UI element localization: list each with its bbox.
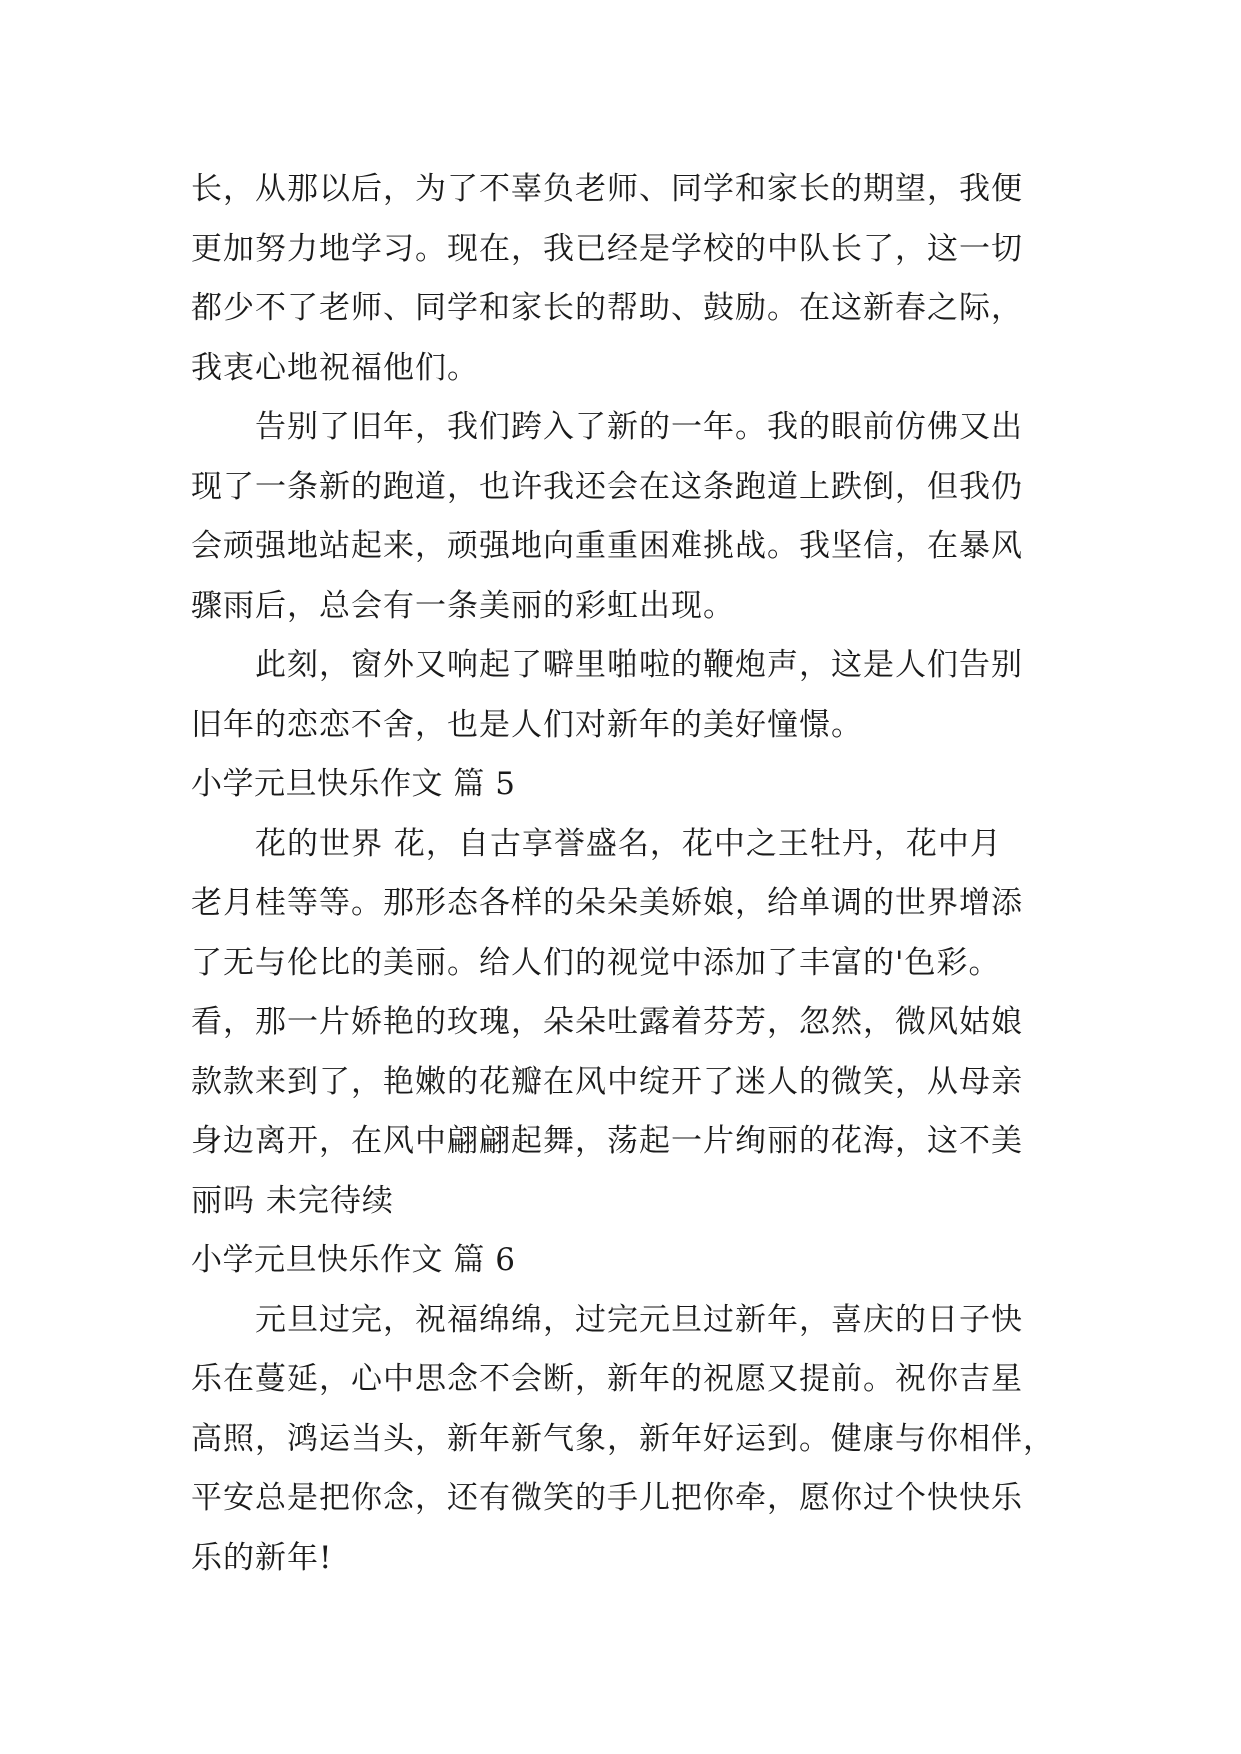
text-line: 丽吗 未完待续 xyxy=(191,1182,394,1219)
section-heading: 小学元旦快乐作文 篇 5 xyxy=(191,766,516,802)
paragraph xyxy=(191,636,1066,755)
text-line: 了无与伦比的美丽。给人们的视觉中添加了丰富的'色彩。 xyxy=(191,944,1001,981)
text-line: 元旦过完，祝福绵绵，过完元旦过新年，喜庆的日子快 xyxy=(255,1301,1023,1338)
text-line: 老月桂等等。那形态各样的朵朵美娇娘，给单调的世界增添 xyxy=(191,885,1023,921)
text-line: 款款来到了，艳嫩的花瓣在风中绽开了迷人的微笑，从母亲 xyxy=(191,1063,1023,1100)
document-body xyxy=(191,160,1066,1588)
paragraph xyxy=(191,398,1066,636)
paragraph xyxy=(191,160,1066,398)
text-line: 会顽强地站起来，顽强地向重重困难挑战。我坚信，在暴风 xyxy=(191,528,1023,564)
text-line: 告别了旧年，我们跨入了新的一年。我的眼前仿佛又出 xyxy=(255,409,1023,445)
text-line: 身边离开，在风中翩翩起舞，荡起一片绚丽的花海，这不美 xyxy=(191,1123,1023,1159)
text-line: 现了一条新的跑道，也许我还会在这条跑道上跌倒，但我仍 xyxy=(191,468,1023,505)
text-line: 都少不了老师、同学和家长的帮助、鼓励。在这新春之际， xyxy=(191,290,1023,326)
paragraph xyxy=(191,815,1066,1232)
text-line: 我衷心地祝福他们。 xyxy=(191,349,479,386)
text-line: 长，从那以后，为了不辜负老师、同学和家长的期望，我便 xyxy=(191,171,1023,207)
text-line: 平安总是把你念，还有微笑的手儿把你牵，愿你过个快快乐 xyxy=(191,1480,1023,1516)
paragraph xyxy=(191,1291,1066,1589)
text-line: 乐在蔓延，心中思念不会断，新年的祝愿又提前。祝你吉星 xyxy=(191,1361,1023,1397)
text-line: 看，那一片娇艳的玫瑰，朵朵吐露着芬芳，忽然，微风姑娘 xyxy=(191,1004,1023,1040)
text-line: 更加努力地学习。现在，我已经是学校的中队长了，这一切 xyxy=(191,230,1023,267)
text-line: 花的世界 花，自古享誉盛名，花中之王牡丹，花中月 xyxy=(255,825,1002,862)
text-line: 高照，鸿运当头，新年新气象，新年好运到。健康与你相伴， xyxy=(191,1420,1055,1457)
text-line: 乐的新年! xyxy=(191,1539,333,1576)
section-heading: 小学元旦快乐作文 篇 6 xyxy=(191,1242,516,1278)
text-line: 旧年的恋恋不舍，也是人们对新年的美好憧憬。 xyxy=(191,706,863,743)
text-line: 此刻，窗外又响起了噼里啪啦的鞭炮声，这是人们告别 xyxy=(255,647,1023,683)
text-line: 骤雨后，总会有一条美丽的彩虹出现。 xyxy=(191,587,735,624)
